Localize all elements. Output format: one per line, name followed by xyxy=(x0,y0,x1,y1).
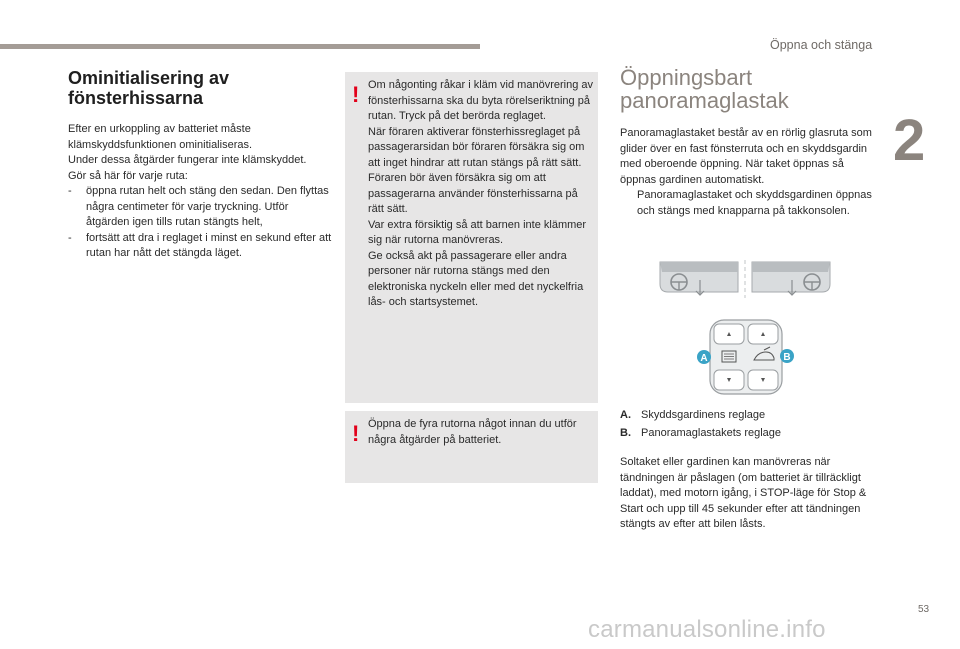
sunroof-intro-text: Panoramaglastaket består av en rörlig glasruta som glider över en fast fönsterruta och en skyddsgardin med oberoende öppning. När taket öppnas så öppnas gardinen automatiskt. xyxy=(620,127,872,186)
chapter-number: 2 xyxy=(893,108,926,173)
reinit-heading xyxy=(68,68,332,108)
watermark: carmanualsonline.info xyxy=(588,616,826,643)
legend-text: Skyddsgardinens reglage xyxy=(641,409,766,421)
warning-para: När föraren aktiverar fönsterhissreglaget på passagerarsidan bör föraren försäkra sig om att inget hindrar att rutan stängs på rätt sätt. xyxy=(368,125,585,169)
badge-b-label: B xyxy=(783,352,791,363)
sunroof-section xyxy=(620,66,882,219)
warning-text xyxy=(368,417,594,448)
warning-box-pinch xyxy=(345,72,598,403)
reinit-heading-line1: Ominitialisering av xyxy=(68,68,230,88)
roof-diagram xyxy=(752,262,830,295)
sunroof-bullet xyxy=(620,188,882,219)
header-rule xyxy=(0,44,480,49)
reinit-section xyxy=(68,68,332,262)
reinit-step-2-text: fortsätt att dra i reglaget i minst en sekund efter att rutan har nått det stängda läget. xyxy=(86,231,332,259)
warning-box-battery xyxy=(345,411,598,483)
reinit-step-1-text: öppna rutan helt och stäng den sedan. Den flyttas några centimeter för varje tryckning. Utför åtgärden igen tills rutan stängts helt, xyxy=(86,185,329,228)
sunroof-heading-line1: Öppningsbart xyxy=(620,65,753,90)
reinit-heading-line2: fönsterhissarna xyxy=(68,88,204,108)
warning-icon: ! xyxy=(352,82,360,107)
reinit-body xyxy=(68,122,332,262)
sunroof-heading-line2: panoramaglastak xyxy=(620,88,789,113)
dash-marker: - xyxy=(68,185,72,197)
warning-icon: ! xyxy=(352,421,360,446)
reinit-para2: Under dessa åtgärder fungerar inte klämskyddet. xyxy=(68,154,307,166)
page-number: 53 xyxy=(918,604,930,615)
legend-text: Panoramaglastakets reglage xyxy=(641,427,782,439)
warning-para: Öppna de fyra rutorna något innan du utför några åtgärder på batteriet. xyxy=(368,418,577,446)
legend-item-b xyxy=(620,424,882,442)
warning-text xyxy=(368,78,594,311)
sunroof-closing: Soltaket eller gardinen kan manövreras när tändningen är påslagen (om batteriet är tillräckligt laddat), med motorn igång, i STOP-läge för Stop & Start och upp till 45 sekunder efter att tändningen stängts av efter att bilen låsts. xyxy=(620,456,867,530)
legend-item-a xyxy=(620,406,882,424)
sunroof-heading xyxy=(620,66,882,112)
dash-marker: - xyxy=(68,231,72,244)
warning-para: Om någonting råkar i kläm vid manövrering av fönsterhissarna ska du byta rörelseriktning på rutan. Tryck på det berörda reglaget. xyxy=(368,79,593,122)
warning-para: Var extra försiktig så att barnen inte klämmer sig när rutorna manövreras. xyxy=(368,218,587,246)
warning-para: Ge också akt på passagerare eller andra personer när rutorna stängs med den elektroniska nyckeln eller med det nyckelfria lås- och startsystemet. xyxy=(368,249,584,308)
section-title: Öppna och stänga xyxy=(770,38,873,52)
reinit-para1: Efter en urkoppling av batteriet måste klämskyddsfunktionen ominitialiseras. xyxy=(68,123,253,151)
roof-console-illustration xyxy=(640,250,850,410)
legend xyxy=(620,406,882,442)
sunroof-intro xyxy=(620,126,882,219)
control-panel xyxy=(710,320,782,394)
reinit-para3: Gör så här för varje ruta: xyxy=(68,169,188,182)
reinit-step-1 xyxy=(68,184,332,231)
warning-para: Föraren bör även försäkra sig om att passagerarna använder fönsterhissarna på rätt sätt. xyxy=(368,172,578,215)
sunroof-bullet-text: Panoramaglastaket och skyddsgardinen öppnas och stängs med knapparna på takkonsolen. xyxy=(637,189,872,217)
blind-diagram xyxy=(660,262,738,295)
legend-key: A. xyxy=(620,409,631,421)
legend-key: B. xyxy=(620,427,631,439)
reinit-step-2 xyxy=(68,231,332,262)
badge-a-label: A xyxy=(700,353,708,364)
